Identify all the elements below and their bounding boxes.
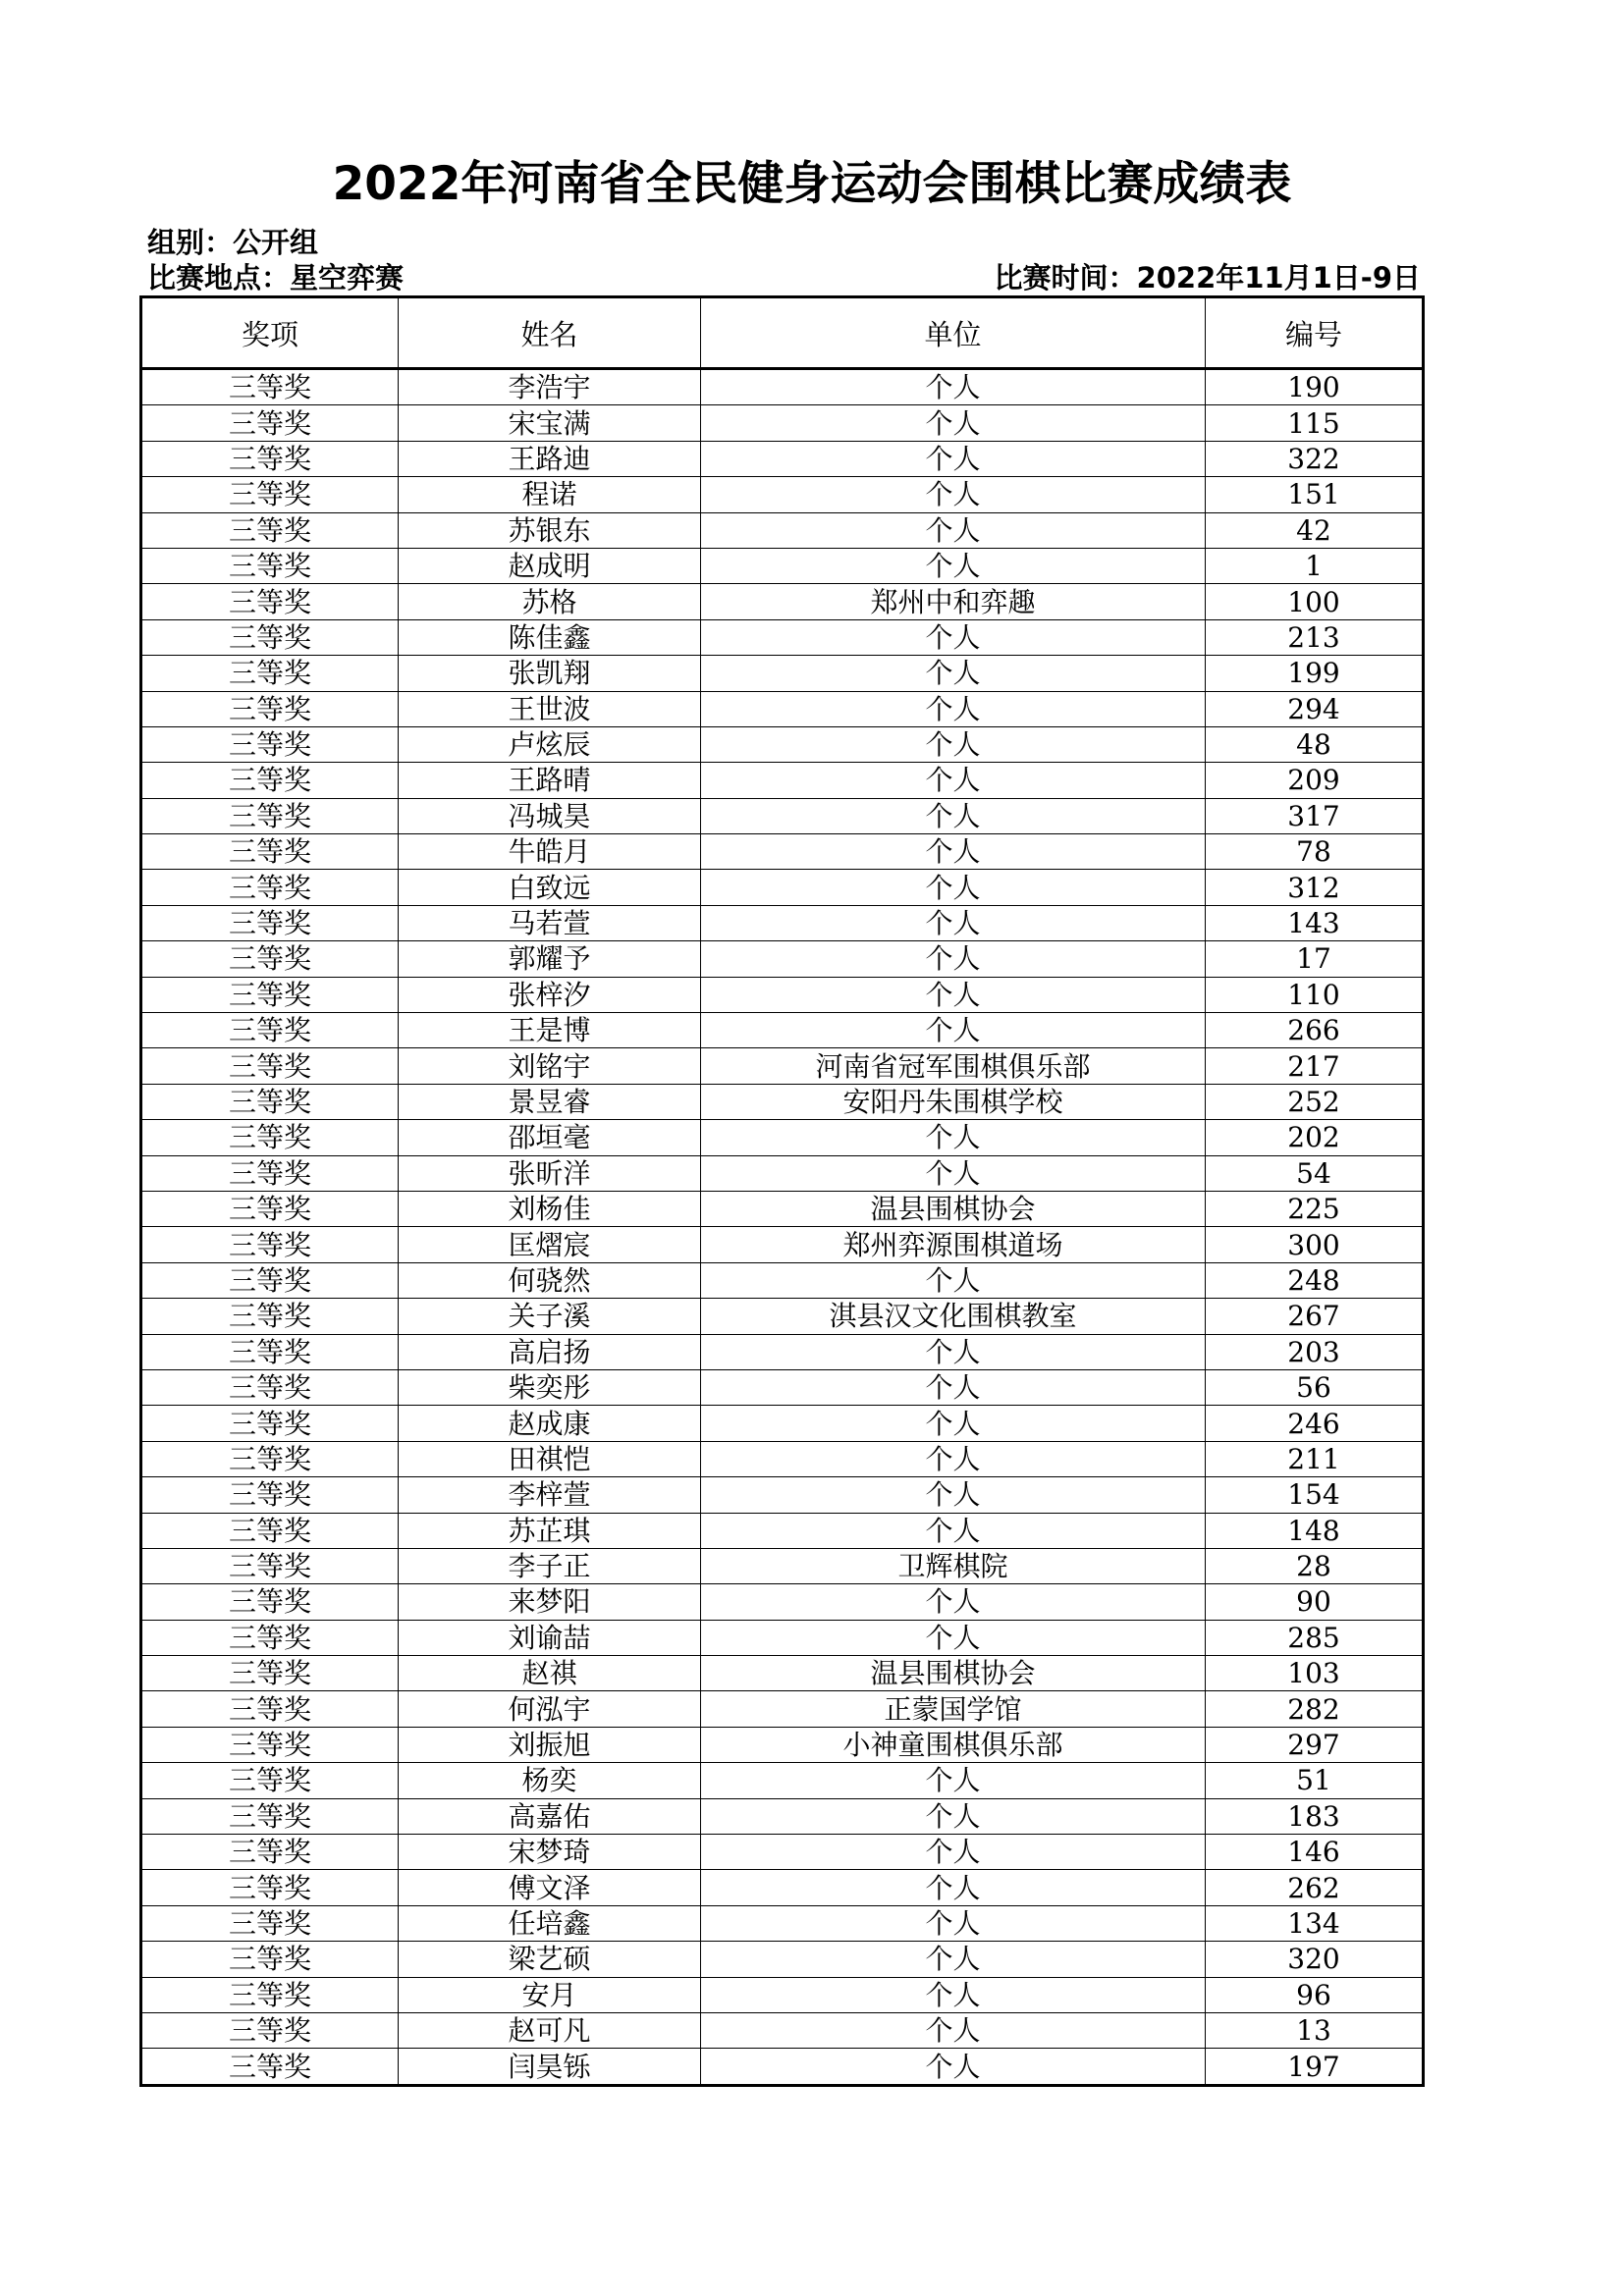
- results-table: [139, 295, 1425, 2087]
- number-cell: 322: [1206, 441, 1424, 476]
- award-cell: 三等奖: [141, 798, 399, 833]
- number-cell: 262: [1206, 1870, 1424, 1905]
- award-cell: 三等奖: [141, 405, 399, 441]
- name-cell: 任培鑫: [399, 1905, 701, 1941]
- unit-cell: 个人: [701, 1763, 1206, 1798]
- table-row: [141, 656, 1424, 691]
- name-cell: 何骁然: [399, 1262, 701, 1298]
- award-cell: 三等奖: [141, 1084, 399, 1119]
- unit-cell: 个人: [701, 619, 1206, 655]
- name-cell: 何泓宇: [399, 1691, 701, 1727]
- name-cell: 张昕洋: [399, 1155, 701, 1191]
- unit-cell: 个人: [701, 726, 1206, 762]
- venue-label: 比赛地点：星空弈赛: [147, 261, 405, 294]
- unit-cell: 温县围棋协会: [701, 1656, 1206, 1691]
- number-cell: 248: [1206, 1262, 1424, 1298]
- number-cell: 285: [1206, 1620, 1424, 1655]
- table-row: [141, 405, 1424, 441]
- unit-cell: 个人: [701, 1942, 1206, 1977]
- number-cell: 209: [1206, 763, 1424, 798]
- unit-cell: 郑州弈源围棋道场: [701, 1227, 1206, 1262]
- table-row: [141, 548, 1424, 583]
- table-row: [141, 1406, 1424, 1441]
- award-cell: 三等奖: [141, 1691, 399, 1727]
- award-cell: 三等奖: [141, 977, 399, 1012]
- unit-cell: 个人: [701, 1477, 1206, 1513]
- award-cell: 三等奖: [141, 1299, 399, 1334]
- name-cell: 来梦阳: [399, 1584, 701, 1620]
- table-row: [141, 441, 1424, 476]
- unit-cell: 个人: [701, 1905, 1206, 1941]
- table-row: [141, 691, 1424, 726]
- award-cell: 三等奖: [141, 584, 399, 619]
- award-cell: 三等奖: [141, 512, 399, 548]
- unit-cell: 个人: [701, 977, 1206, 1012]
- award-cell: 三等奖: [141, 691, 399, 726]
- table-row: [141, 1369, 1424, 1405]
- number-cell: 190: [1206, 369, 1424, 405]
- name-cell: 刘振旭: [399, 1727, 701, 1762]
- header-name: 姓名: [399, 297, 701, 369]
- name-cell: 马若萱: [399, 905, 701, 940]
- table-row: [141, 1477, 1424, 1513]
- table-row: [141, 1584, 1424, 1620]
- unit-cell: 小神童围棋俱乐部: [701, 1727, 1206, 1762]
- name-cell: 卢炫辰: [399, 726, 701, 762]
- number-cell: 267: [1206, 1299, 1424, 1334]
- unit-cell: 郑州中和弈趣: [701, 584, 1206, 619]
- award-cell: 三等奖: [141, 1013, 399, 1048]
- number-cell: 48: [1206, 726, 1424, 762]
- name-cell: 宋宝满: [399, 405, 701, 441]
- table-row: [141, 1191, 1424, 1226]
- number-cell: 282: [1206, 1691, 1424, 1727]
- name-cell: 苏格: [399, 584, 701, 619]
- table-row: [141, 1155, 1424, 1191]
- number-cell: 151: [1206, 477, 1424, 512]
- unit-cell: 个人: [701, 870, 1206, 905]
- number-cell: 103: [1206, 1656, 1424, 1691]
- unit-cell: 个人: [701, 512, 1206, 548]
- number-cell: 225: [1206, 1191, 1424, 1226]
- number-cell: 78: [1206, 834, 1424, 870]
- table-row: [141, 2012, 1424, 2048]
- number-cell: 203: [1206, 1334, 1424, 1369]
- number-cell: 13: [1206, 2012, 1424, 2048]
- name-cell: 白致远: [399, 870, 701, 905]
- award-cell: 三等奖: [141, 1513, 399, 1548]
- award-cell: 三等奖: [141, 1798, 399, 1834]
- award-cell: 三等奖: [141, 1048, 399, 1084]
- number-cell: 100: [1206, 584, 1424, 619]
- unit-cell: 个人: [701, 1798, 1206, 1834]
- award-cell: 三等奖: [141, 1369, 399, 1405]
- award-cell: 三等奖: [141, 1727, 399, 1762]
- unit-cell: 正蒙国学馆: [701, 1691, 1206, 1727]
- name-cell: 冯城昊: [399, 798, 701, 833]
- table-row: [141, 1299, 1424, 1334]
- unit-cell: 个人: [701, 1620, 1206, 1655]
- number-cell: 297: [1206, 1727, 1424, 1762]
- award-cell: 三等奖: [141, 1763, 399, 1798]
- unit-cell: 个人: [701, 1584, 1206, 1620]
- name-cell: 张凯翔: [399, 656, 701, 691]
- name-cell: 匡熠宸: [399, 1227, 701, 1262]
- table-row: [141, 1691, 1424, 1727]
- award-cell: 三等奖: [141, 1584, 399, 1620]
- unit-cell: 个人: [701, 2012, 1206, 2048]
- table-row: [141, 905, 1424, 940]
- award-cell: 三等奖: [141, 1334, 399, 1369]
- table-row: [141, 2049, 1424, 2085]
- number-cell: 197: [1206, 2049, 1424, 2085]
- name-cell: 宋梦琦: [399, 1835, 701, 1870]
- number-cell: 300: [1206, 1227, 1424, 1262]
- table-row: [141, 1334, 1424, 1369]
- table-row: [141, 1120, 1424, 1155]
- award-cell: 三等奖: [141, 369, 399, 405]
- award-cell: 三等奖: [141, 1120, 399, 1155]
- number-cell: 202: [1206, 1120, 1424, 1155]
- name-cell: 程诺: [399, 477, 701, 512]
- table-row: [141, 1013, 1424, 1048]
- table-row: [141, 1620, 1424, 1655]
- number-cell: 1: [1206, 548, 1424, 583]
- table-row: [141, 1798, 1424, 1834]
- name-cell: 邵垣毫: [399, 1120, 701, 1155]
- name-cell: 苏银东: [399, 512, 701, 548]
- table-row: [141, 1513, 1424, 1548]
- award-cell: 三等奖: [141, 1191, 399, 1226]
- name-cell: 王路迪: [399, 441, 701, 476]
- group-label: 组别：公开组: [147, 226, 319, 259]
- unit-cell: 个人: [701, 1262, 1206, 1298]
- unit-cell: 个人: [701, 1406, 1206, 1441]
- unit-cell: 个人: [701, 905, 1206, 940]
- number-cell: 312: [1206, 870, 1424, 905]
- unit-cell: 个人: [701, 1835, 1206, 1870]
- name-cell: 王是博: [399, 1013, 701, 1048]
- name-cell: 赵可凡: [399, 2012, 701, 2048]
- number-cell: 213: [1206, 619, 1424, 655]
- unit-cell: 河南省冠军围棋俱乐部: [701, 1048, 1206, 1084]
- date-label: 比赛时间：2022年11月1日-9日: [994, 261, 1421, 294]
- award-cell: 三等奖: [141, 619, 399, 655]
- number-cell: 252: [1206, 1084, 1424, 1119]
- number-cell: 90: [1206, 1584, 1424, 1620]
- unit-cell: 个人: [701, 1513, 1206, 1548]
- name-cell: 牛皓月: [399, 834, 701, 870]
- name-cell: 梁艺硕: [399, 1942, 701, 1977]
- award-cell: 三等奖: [141, 1905, 399, 1941]
- number-cell: 211: [1206, 1441, 1424, 1476]
- name-cell: 王世波: [399, 691, 701, 726]
- number-cell: 266: [1206, 1013, 1424, 1048]
- name-cell: 李梓萱: [399, 1477, 701, 1513]
- award-cell: 三等奖: [141, 656, 399, 691]
- award-cell: 三等奖: [141, 441, 399, 476]
- number-cell: 217: [1206, 1048, 1424, 1084]
- unit-cell: 个人: [701, 763, 1206, 798]
- award-cell: 三等奖: [141, 905, 399, 940]
- unit-cell: 个人: [701, 2049, 1206, 2085]
- name-cell: 安月: [399, 1977, 701, 2012]
- results-body: [141, 369, 1424, 2086]
- award-cell: 三等奖: [141, 1656, 399, 1691]
- unit-cell: 个人: [701, 548, 1206, 583]
- number-cell: 115: [1206, 405, 1424, 441]
- unit-cell: 个人: [701, 656, 1206, 691]
- award-cell: 三等奖: [141, 870, 399, 905]
- unit-cell: 淇县汉文化围棋教室: [701, 1299, 1206, 1334]
- unit-cell: 个人: [701, 369, 1206, 405]
- award-cell: 三等奖: [141, 1942, 399, 1977]
- award-cell: 三等奖: [141, 726, 399, 762]
- name-cell: 赵成康: [399, 1406, 701, 1441]
- unit-cell: 个人: [701, 1155, 1206, 1191]
- number-cell: 28: [1206, 1548, 1424, 1583]
- table-row: [141, 834, 1424, 870]
- unit-cell: 个人: [701, 1120, 1206, 1155]
- name-cell: 郭耀予: [399, 941, 701, 977]
- table-row: [141, 1441, 1424, 1476]
- name-cell: 赵祺: [399, 1656, 701, 1691]
- name-cell: 刘铭宇: [399, 1048, 701, 1084]
- unit-cell: 个人: [701, 441, 1206, 476]
- unit-cell: 个人: [701, 405, 1206, 441]
- table-row: [141, 941, 1424, 977]
- unit-cell: 安阳丹朱围棋学校: [701, 1084, 1206, 1119]
- table-row: [141, 1227, 1424, 1262]
- table-row: [141, 1656, 1424, 1691]
- table-row: [141, 1942, 1424, 1977]
- unit-cell: 个人: [701, 834, 1206, 870]
- name-cell: 傅文泽: [399, 1870, 701, 1905]
- header-number: 编号: [1206, 297, 1424, 369]
- unit-cell: 个人: [701, 1977, 1206, 2012]
- table-row: [141, 1548, 1424, 1583]
- unit-cell: 个人: [701, 1334, 1206, 1369]
- table-row: [141, 1870, 1424, 1905]
- name-cell: 高嘉佑: [399, 1798, 701, 1834]
- number-cell: 54: [1206, 1155, 1424, 1191]
- table-row: [141, 798, 1424, 833]
- award-cell: 三等奖: [141, 1870, 399, 1905]
- number-cell: 246: [1206, 1406, 1424, 1441]
- number-cell: 183: [1206, 1798, 1424, 1834]
- table-row: [141, 512, 1424, 548]
- award-cell: 三等奖: [141, 1155, 399, 1191]
- table-row: [141, 1905, 1424, 1941]
- name-cell: 张梓汐: [399, 977, 701, 1012]
- table-row: [141, 763, 1424, 798]
- unit-cell: 温县围棋协会: [701, 1191, 1206, 1226]
- table-row: [141, 1084, 1424, 1119]
- award-cell: 三等奖: [141, 2049, 399, 2085]
- number-cell: 56: [1206, 1369, 1424, 1405]
- name-cell: 柴奕彤: [399, 1369, 701, 1405]
- name-cell: 田祺恺: [399, 1441, 701, 1476]
- award-cell: 三等奖: [141, 477, 399, 512]
- table-row: [141, 619, 1424, 655]
- award-cell: 三等奖: [141, 763, 399, 798]
- name-cell: 李子正: [399, 1548, 701, 1583]
- award-cell: 三等奖: [141, 1406, 399, 1441]
- name-cell: 景昱睿: [399, 1084, 701, 1119]
- name-cell: 王路晴: [399, 763, 701, 798]
- name-cell: 杨奕: [399, 1763, 701, 1798]
- number-cell: 154: [1206, 1477, 1424, 1513]
- unit-cell: 个人: [701, 1013, 1206, 1048]
- award-cell: 三等奖: [141, 834, 399, 870]
- number-cell: 17: [1206, 941, 1424, 977]
- award-cell: 三等奖: [141, 1835, 399, 1870]
- table-row: [141, 870, 1424, 905]
- table-row: [141, 1835, 1424, 1870]
- unit-cell: 个人: [701, 477, 1206, 512]
- table-row: [141, 1262, 1424, 1298]
- name-cell: 李浩宇: [399, 369, 701, 405]
- header-award: 奖项: [141, 297, 399, 369]
- award-cell: 三等奖: [141, 1620, 399, 1655]
- table-row: [141, 726, 1424, 762]
- name-cell: 陈佳鑫: [399, 619, 701, 655]
- document-title: 2022年河南省全民健身运动会围棋比赛成绩表: [332, 157, 1292, 211]
- table-row: [141, 584, 1424, 619]
- table-row: [141, 1048, 1424, 1084]
- name-cell: 闫昊铄: [399, 2049, 701, 2085]
- award-cell: 三等奖: [141, 1227, 399, 1262]
- name-cell: 关子溪: [399, 1299, 701, 1334]
- table-row: [141, 1763, 1424, 1798]
- unit-cell: 个人: [701, 1441, 1206, 1476]
- award-cell: 三等奖: [141, 2012, 399, 2048]
- number-cell: 148: [1206, 1513, 1424, 1548]
- unit-cell: 个人: [701, 691, 1206, 726]
- number-cell: 317: [1206, 798, 1424, 833]
- table-row: [141, 477, 1424, 512]
- award-cell: 三等奖: [141, 1977, 399, 2012]
- table-row: [141, 369, 1424, 405]
- number-cell: 294: [1206, 691, 1424, 726]
- number-cell: 199: [1206, 656, 1424, 691]
- unit-cell: 个人: [701, 798, 1206, 833]
- table-row: [141, 1977, 1424, 2012]
- award-cell: 三等奖: [141, 941, 399, 977]
- unit-cell: 卫辉棋院: [701, 1548, 1206, 1583]
- award-cell: 三等奖: [141, 1548, 399, 1583]
- table-row: [141, 1727, 1424, 1762]
- number-cell: 146: [1206, 1835, 1424, 1870]
- number-cell: 42: [1206, 512, 1424, 548]
- table-row: [141, 977, 1424, 1012]
- name-cell: 赵成明: [399, 548, 701, 583]
- award-cell: 三等奖: [141, 1477, 399, 1513]
- name-cell: 刘谕喆: [399, 1620, 701, 1655]
- number-cell: 320: [1206, 1942, 1424, 1977]
- number-cell: 96: [1206, 1977, 1424, 2012]
- name-cell: 苏芷琪: [399, 1513, 701, 1548]
- header-unit: 单位: [701, 297, 1206, 369]
- unit-cell: 个人: [701, 941, 1206, 977]
- name-cell: 刘杨佳: [399, 1191, 701, 1226]
- unit-cell: 个人: [701, 1870, 1206, 1905]
- number-cell: 143: [1206, 905, 1424, 940]
- number-cell: 51: [1206, 1763, 1424, 1798]
- award-cell: 三等奖: [141, 1262, 399, 1298]
- name-cell: 高启扬: [399, 1334, 701, 1369]
- number-cell: 110: [1206, 977, 1424, 1012]
- award-cell: 三等奖: [141, 548, 399, 583]
- award-cell: 三等奖: [141, 1441, 399, 1476]
- number-cell: 134: [1206, 1905, 1424, 1941]
- unit-cell: 个人: [701, 1369, 1206, 1405]
- table-header-row: [141, 297, 1424, 369]
